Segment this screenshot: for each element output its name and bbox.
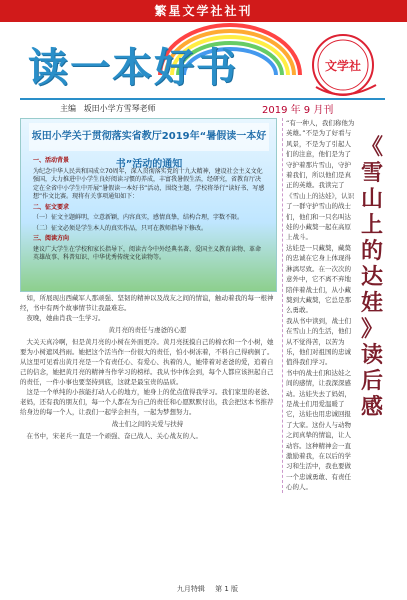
essay-paragraph: 夜晚，她曲肖我一生学习。 (26, 314, 105, 322)
essay-subheading: 战士们之间的关爱与扶持 (111, 420, 184, 428)
title-char: 上 (360, 213, 383, 238)
notice-section-1-text: 为纪念中华人民共和国成立70周年，深入贯彻落实党的十九大精神，建设社会主义文化强国，大力推进中小学生良好阅读习惯的养成，丰富我暑假生活，经研究，省教育厅决定在全省中小学生中开展“暑假读一本好书”活动，围绕主题，学校将举行“读好书、写感想”作文比赛。现将有关事项通知如下： (33, 167, 265, 200)
seal-text: 文学社 (324, 59, 362, 73)
essay-paragraph: 书中的战士们和达娃之间的感情，让我深深感动。达娃失去了妈妈，是战士们用爱温暖了它，达娃也用忠诚回报了大家。这份人与动物之间真挚的情谊，让人动容。这种精神会一直激励着我，在以后的学习和生活中，我也要做一个忠诚勇敢、有责任心的人。 (286, 368, 351, 492)
essay-paragraph: 大关天真冷啊，但是黄月亮的小树在外面更冷。黄月亮抚摸自己的棉衣和一个小树，她要为小树遮风挡雨。她把这个活当作一份很大的责任，怕小树冻着，不料自己得病倒了。从这里可见看出黄月亮是一个有责任心、有爱心、执着的人，她带着对老爸的爱，追着自己的信念，她把黄月亮的精神当作学习的榜样。我从书中体会到，每个人都应该担起自己的责任，一件小事也要坚持到底，这就是最宝贵的品质。 (20, 338, 274, 386)
essay-right-column (282, 118, 356, 493)
notice-poster (20, 118, 277, 292)
page-title: 读一本好书 (28, 45, 238, 91)
title-char: 娃 (360, 291, 383, 316)
essay-left-column (20, 293, 275, 441)
footer-label: 九月特辑 (176, 585, 205, 593)
notice-section-2-title: 二、征文要求 (33, 203, 70, 211)
editor-line (60, 103, 156, 114)
masthead-banner: 繁星文学社社刊 (0, 0, 407, 22)
essay-paragraph: 我从书中读到，战士们在雪山上的生活，他们从不觉得苦，以苦为乐，他们对祖国的忠诚值得我们学习。 (286, 316, 351, 367)
title-char: 读 (360, 343, 383, 368)
notice-section-2-text-1: （一）征文主题鲜明，立意新颖，内容真实，感情真挚，结构合理，字数不限。 (33, 214, 244, 221)
title-char: 感 (360, 395, 383, 420)
essay-paragraph: “有一种人，我们称他为英雄。”不是为了好看与风景，不是为了引起人们的注意，他们是为了守护着那片雪山，守护着我们，所以他们是真正的英雄。我读完了《雪山上的达娃》，认识了一群守护雪山的战士们，他们和一只名叫达娃的小藏獒一起在高原上战斗。 (286, 119, 355, 242)
vertical-essay-title (352, 135, 392, 421)
essay-paragraph: 这是一个单纯的小孩能打动人心的地方，她身上的优点值得我学习。我们家里的老爸、老妈，还有我的朋友们，每一个人都在为自己的责任和心愿默默付出，我会把这本书推荐给身边的每一个人，让我们一起学会担当，一起为梦想努力。 (20, 388, 274, 416)
essay-paragraph: 达娃是一只藏獒，藏獒的忠诚在它身上体现得淋漓尽致。在一次次的意外中，它不离不弃地陪伴着战士们，从小藏獒到大藏獒，它总是那么勇敢。 (286, 243, 351, 315)
notice-section-2-text-2: （二）征文必须是学生本人的真实作品，只可在教师指导下修改。 (33, 224, 208, 232)
title-char: 的 (360, 239, 383, 264)
essay-paragraph: 在书中，宋老兵一直是一个顽强、奋已战人、关心战友的人。 (26, 432, 202, 440)
title-char: 后 (360, 369, 383, 394)
notice-section-1-title: 一、活动背景 (33, 157, 70, 164)
literary-club-seal-icon (298, 25, 393, 105)
title-char: 》 (360, 317, 383, 342)
editor-name: 坂田小学方雪琴老师 (83, 104, 156, 113)
title-char: 山 (360, 187, 383, 212)
title-char: 《 (360, 135, 383, 160)
essay-paragraph: 如，所展现出西藏军人那顽强、坚韧的精神以及战友之间的情谊，触动着我的每一根神经，书中有两个故事情节让我最难忘。 (20, 294, 274, 312)
footer-page-number: 第 1 版 (215, 585, 239, 593)
notice-body (33, 157, 265, 265)
notice-section-3-title: 三、阅读方向 (33, 235, 70, 242)
notice-section-3-text: 建议广大学生在学校和家长指导下，阅读古今中外经典名著、爱国主义教育读物、革命英雄故事、科普知识、中华优秀传统文化读物等。 (33, 245, 262, 261)
issue-month: 2019 年 9 月刊 (262, 105, 334, 116)
editor-label: 主编 (60, 104, 76, 113)
notice-title: 坂田小学关于贯彻落实省教厅2019年“暑假读一本好书”活动的通知 (29, 123, 269, 151)
title-char: 雪 (360, 161, 383, 186)
title-char: 达 (360, 265, 383, 290)
essay-subheading: 黄月亮的责任与虔爸的心愿 (108, 326, 187, 334)
header-divider (20, 98, 385, 100)
page-footer (0, 584, 407, 594)
